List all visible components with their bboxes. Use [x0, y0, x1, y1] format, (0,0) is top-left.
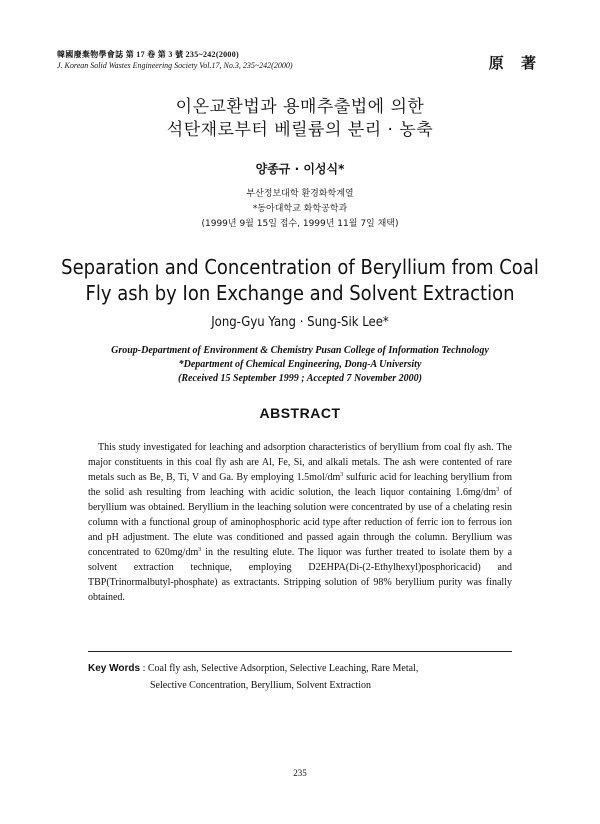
english-title	[30, 254, 570, 306]
english-title-line-2: Fly ash by Ion Exchange and Solvent Extraction	[85, 281, 515, 305]
journal-citation-korean: 韓國廢棄物學會誌 第 17 卷 第 3 號 235~242(2000)	[57, 50, 239, 59]
korean-affiliations	[0, 187, 600, 232]
keywords-list-2: Selective Concentration, Beryllium, Solvent Extraction	[150, 680, 372, 691]
keywords-line-1	[88, 660, 512, 677]
superscript-3: 3	[198, 547, 202, 553]
english-affiliation-2: *Department of Chemical Engineering, Dong-A University	[178, 359, 422, 370]
english-affiliation-1: Group-Department of Environment & Chemistry Pusan College of Information Technology	[111, 345, 489, 356]
keywords-divider	[88, 651, 512, 652]
korean-affiliation-2: *동아대학교 화학공학과	[252, 204, 348, 214]
korean-received-dates: (1999년 9월 15일 접수, 1999년 11월 7일 채택)	[201, 219, 399, 229]
korean-title-line-2: 석탄재로부터 베릴륨의 분리 · 농축	[166, 120, 434, 140]
abstract-heading: ABSTRACT	[259, 405, 341, 421]
abstract-text-3: of beryllium was obtained. Beryllium in the leaching solution were concentrated by use of a chelating resin column with a functional group of aminophosphoric acid type after reduction of ferric ion to ferrous ion and pH adjustment. The elute was conditioned and passed again through the column. Beryllium was concentrated to 620mg/dm	[88, 487, 512, 558]
korean-authors: 양종규 · 이성식*	[255, 162, 345, 176]
journal-citation-english: J. Korean Solid Wastes Engineering Society Vol.17, No.3, 235~242(2000)	[57, 61, 293, 70]
abstract-body	[88, 440, 512, 605]
abstract-text-1: This study investigated for leaching and adsorption characteristics of beryllium from coal fly ash. The major constituents in this coal fly ash are Al, Fe, Si, and alkali metals. The ash were contented of rare metals such as Be, B, Ti, V and Ga. By employing 1.5mol/dm	[88, 442, 512, 483]
korean-title	[0, 96, 600, 142]
keywords-label: Key Words	[88, 663, 141, 674]
page-number: 235	[293, 768, 307, 778]
english-affiliations	[0, 344, 600, 386]
article-type-label: 原 著	[488, 54, 542, 72]
english-title-line-1: Separation and Concentration of Beryllium from Coal	[61, 255, 539, 279]
superscript-3: 3	[340, 472, 344, 478]
korean-affiliation-1: 부산정보대학 환경화학계열	[246, 189, 354, 199]
english-received-dates: (Received 15 September 1999 ; Accepted 7 November 2000)	[178, 373, 422, 384]
keywords-section	[88, 660, 512, 694]
korean-title-line-1: 이온교환법과 용매추출법에 의한	[175, 97, 425, 117]
superscript-3: 3	[496, 487, 500, 493]
keywords-separator: :	[140, 663, 148, 674]
english-authors: Jong-Gyu Yang · Sung-Sik Lee*	[211, 315, 389, 330]
abstract-text-2: sulfuric acid for leaching beryllium from the solid ash resulting from leaching with acidic solution, the leach liquor containing 1.6mg/dm	[88, 472, 512, 498]
keywords-list-1: Coal fly ash, Selective Adsorption, Selective Leaching, Rare Metal,	[147, 663, 419, 674]
abstract-text-4: in the resulting elute. The liquor was further treated to isolate them by a solvent extraction technique, employing D2EHPA(Di-(2-Ethylhexyl)posphoricacid) and TBP(Trinormalbutyl-phosphate) as extractants. Stripping solution of 98% beryllium purity was finally obtained.	[88, 547, 513, 603]
journal-citation	[57, 49, 293, 71]
